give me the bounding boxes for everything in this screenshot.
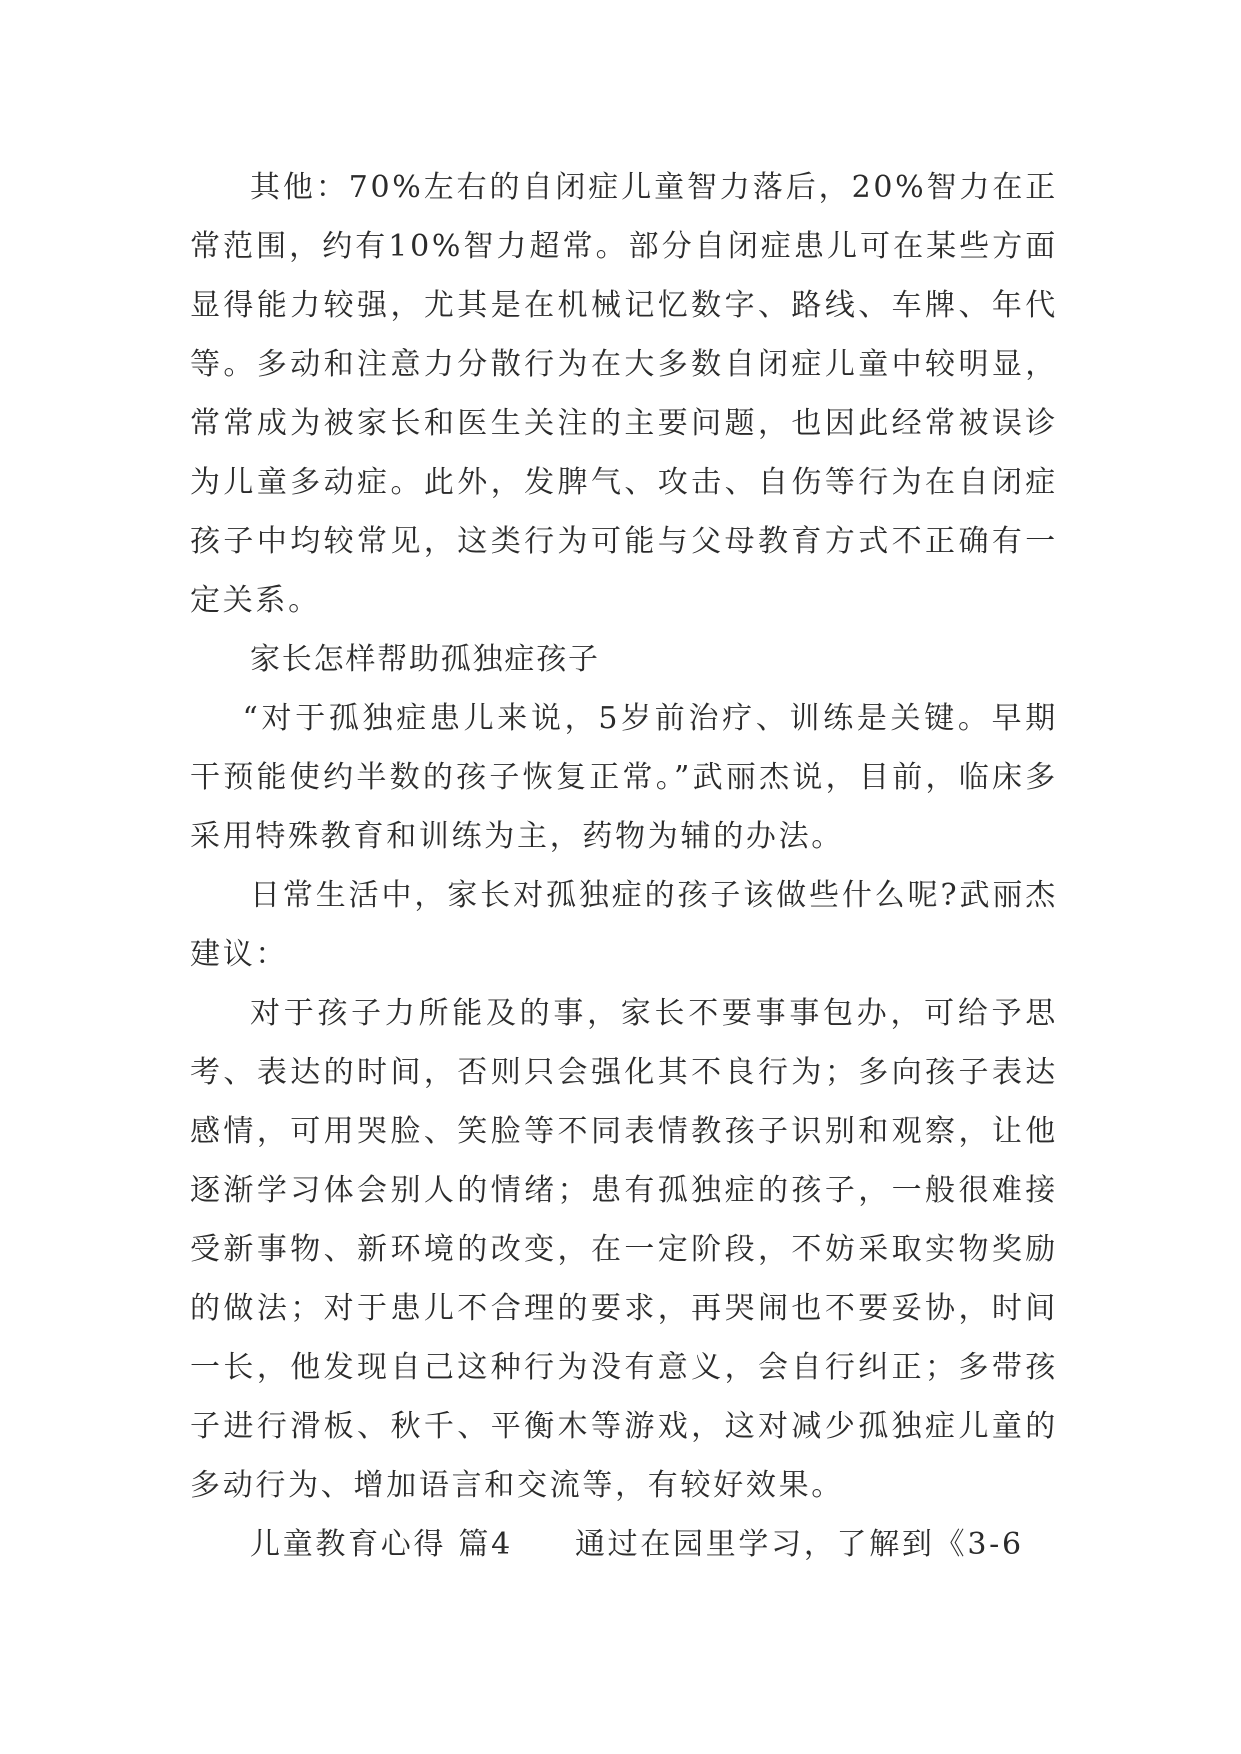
paragraph-intellect: 其他：70%左右的自闭症儿童智力落后，20%智力在正常范围，约有10%智力超常。部分自闭症患儿可在某些方面显得能力较强，尤其是在机械记忆数字、路线、车牌、年代等。多动和注意力分散行为在大多数自闭症儿童中较明显，常常成为被家长和医生关注的主要问题，也因此经常被误诊为儿童多动症。此外，发脾气、攻击、自伤等行为在自闭症孩子中均较常见，这类行为可能与父母教育方式不正确有一定关系。 <box>190 170 1058 618</box>
paragraph-quote: “对于孤独症患儿来说，5岁前治疗、训练是关键。早期干预能使约半数的孩子恢复正常。”武丽杰说，目前，临床多采用特殊教育和训练为主，药物为辅的办法。 <box>190 701 1058 854</box>
next-section-text: 通过在园里学习，了解到《3-6 <box>574 1527 1024 1562</box>
next-section-line <box>190 1515 1058 1574</box>
next-section-title: 儿童教育心得 篇4 <box>250 1527 513 1562</box>
section-heading: 家长怎样帮助孤独症孩子 <box>250 642 600 677</box>
document-body <box>190 158 1058 1574</box>
paragraph-question: 日常生活中，家长对孤独症的孩子该做些什么呢?武丽杰建议： <box>190 878 1058 972</box>
paragraph-advice: 对于孩子力所能及的事，家长不要事事包办，可给予思考、表达的时间，否则只会强化其不良行为；多向孩子表达感情，可用哭脸、笑脸等不同表情教孩子识别和观察，让他逐渐学习体会别人的情绪；患有孤独症的孩子，一般很难接受新事物、新环境的改变，在一定阶段，不妨采取实物奖励的做法；对于患儿不合理的要求，再哭闹也不要妥协，时间一长，他发现自己这种行为没有意义，会自行纠正；多带孩子进行滑板、秋千、平衡木等游戏，这对减少孤独症儿童的多动行为、增加语言和交流等，有较好效果。 <box>190 996 1058 1503</box>
